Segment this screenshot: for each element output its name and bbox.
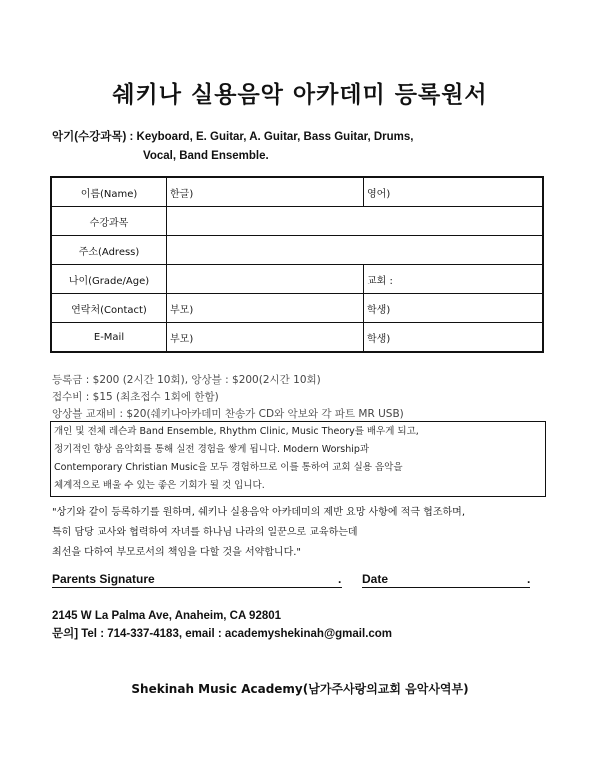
instrument-line-2: Vocal, Band Ensemble. [143, 150, 269, 162]
email-label: E-Mail [51, 323, 167, 353]
contact-row [51, 294, 543, 323]
age-label: 나이(Grade/Age) [51, 265, 167, 294]
instrument-list [52, 128, 413, 166]
pledge-line-2: 특히 담당 교사와 협력하여 자녀를 하나님 나라의 일꾼으로 교육하는데 [52, 527, 358, 538]
contact-info [52, 607, 392, 643]
name-row [51, 177, 543, 207]
parents-signature-label: Parents Signature [52, 572, 155, 586]
course-field[interactable] [167, 207, 544, 236]
program-description [50, 421, 546, 497]
parent-pledge [52, 503, 465, 563]
instrument-line-1: 악기(수강과목) : Keyboard, E. Guitar, A. Guitar, Bass Guitar, Drums, [52, 131, 414, 143]
korean-name-field[interactable]: 한글) [167, 177, 364, 207]
pledge-line-1: "상기와 같이 등록하기를 원하며, 쉐키나 실용음악 아카데미의 제반 요망 사항에 적극 협조하며, [52, 507, 466, 518]
parents-signature-line[interactable] [52, 587, 342, 588]
registration-fee: 접수비 : $15 (최초접수 1회에 한함) [52, 391, 219, 403]
footer-academy-name: Shekinah Music Academy(남가주사랑의교회 음악사역부) [131, 682, 469, 696]
parent-contact-field[interactable]: 부모) [167, 294, 364, 323]
phone-email: 문의] Tel : 714-337-4183, email : academyshekinah@gmail.com [52, 628, 393, 640]
address-field[interactable] [167, 236, 544, 265]
student-email-field[interactable]: 학생) [364, 323, 544, 353]
email-row [51, 323, 543, 353]
contact-label: 연락처(Contact) [51, 294, 167, 323]
fee-info [52, 372, 404, 423]
english-name-field[interactable]: 영어) [364, 177, 544, 207]
date-label: Date [362, 572, 389, 586]
pledge-line-3: 최선을 다하여 부모로서의 책임을 다할 것을 서약합니다." [52, 547, 302, 558]
form-title: 쉐키나 실용음악 아카데미 등록원서 [112, 82, 488, 108]
course-row [51, 207, 543, 236]
description-line-2: 정기적인 향상 음악회를 통해 실전 경험을 쌓게 됩니다. Modern Worship과 [54, 444, 370, 455]
description-line-3: Contemporary Christian Music을 모두 경험하므로 이를 통하여 교회 실용 음악을 [54, 462, 403, 473]
description-line-1: 개인 및 전체 레슨과 Band Ensemble, Rhythm Clinic, Music Theory를 배우게 되고, [54, 426, 419, 437]
church-field[interactable]: 교회 : [364, 265, 544, 294]
parent-email-field[interactable]: 부모) [167, 323, 364, 353]
description-line-4: 체계적으로 배울 수 있는 좋은 기회가 될 것 입니다. [54, 480, 265, 491]
tuition-fee: 등록금 : $200 (2시간 10회), 앙상블 : $200(2시간 10회) [52, 374, 321, 386]
age-field[interactable] [167, 265, 364, 294]
address-row [51, 236, 543, 265]
parents-signature-dot: . [338, 572, 342, 586]
student-contact-field[interactable]: 학생) [364, 294, 544, 323]
academy-address: 2145 W La Palma Ave, Anaheim, CA 92801 [52, 610, 282, 622]
age-row [51, 265, 543, 294]
name-label: 이름(Name) [51, 177, 167, 207]
registration-table [50, 176, 544, 353]
course-label: 수강과목 [51, 207, 167, 236]
address-label: 주소(Adress) [51, 236, 167, 265]
date-line[interactable] [362, 587, 530, 588]
ensemble-material-fee: 앙상블 교재비 : $20(쉐키나아카데미 찬송가 CD와 악보와 각 파트 MR USB) [52, 408, 404, 420]
date-dot: . [527, 572, 531, 586]
